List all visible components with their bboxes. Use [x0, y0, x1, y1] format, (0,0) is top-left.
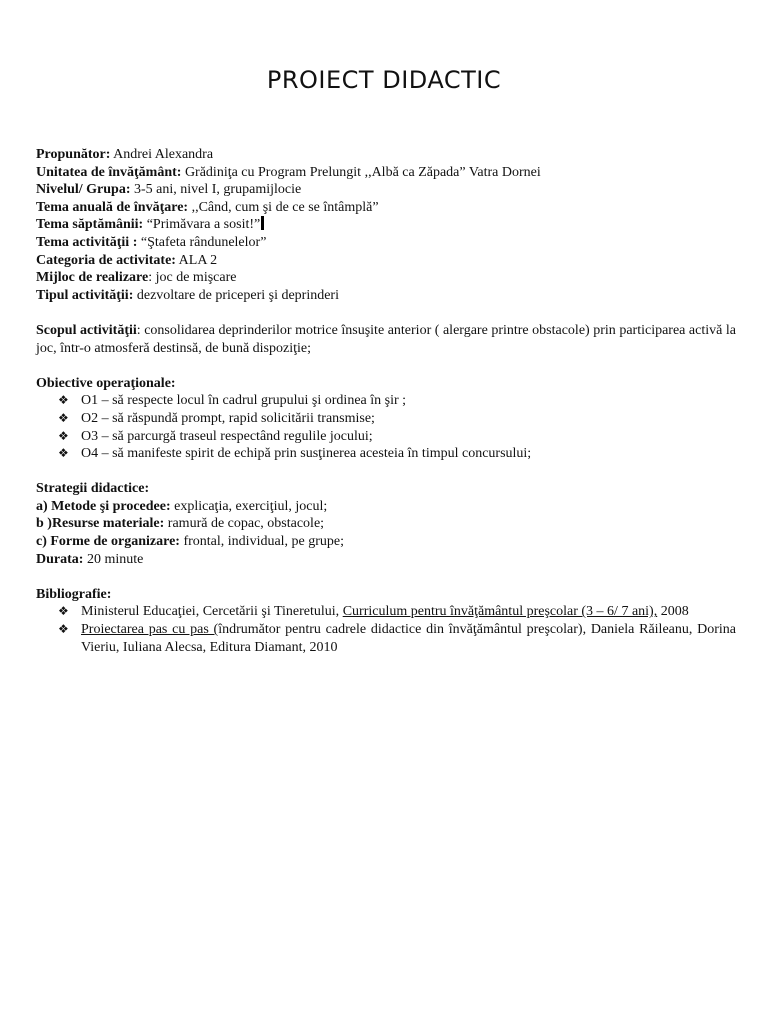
strategies-forms — [36, 533, 736, 551]
field-value: dezvoltare de priceperi şi deprinderi — [133, 287, 339, 303]
duration-value: 20 minute — [83, 551, 144, 567]
diamond-bullet-icon: ❖ — [58, 410, 69, 425]
field-label: Tema activităţii : — [36, 234, 138, 250]
field-propunator — [36, 146, 736, 164]
field-value: : joc de mişcare — [148, 270, 237, 286]
bibliography-heading: Bibliografie: — [36, 586, 112, 602]
field-tema-saptamanii — [36, 216, 736, 234]
list-item — [36, 445, 736, 463]
field-categoria — [36, 252, 736, 270]
field-mijloc — [36, 269, 736, 287]
bib-suffix: 2008 — [657, 604, 689, 620]
duration-label: Durata: — [36, 551, 84, 567]
bib-title: Proiectarea pas cu pas ( — [81, 622, 219, 638]
field-tipul — [36, 287, 736, 305]
list-item — [36, 621, 736, 656]
bib-title: Curriculum pentru învăţământul preşcolar (3 – 6/ 7 ani), — [342, 604, 658, 620]
field-tema-activitatii — [36, 234, 736, 252]
diamond-bullet-icon: ❖ — [58, 622, 69, 637]
methods-value: explicaţia, exerciţiul, jocul; — [170, 498, 328, 514]
list-item — [36, 410, 736, 428]
field-value: “Primăvara a sosit!” — [143, 217, 261, 233]
objectives-heading: Obiective operaţionale: — [36, 375, 176, 391]
diamond-bullet-icon: ❖ — [58, 428, 69, 443]
list-item — [36, 428, 736, 446]
diamond-bullet-icon: ❖ — [58, 604, 69, 619]
diamond-bullet-icon: ❖ — [58, 393, 69, 408]
field-label: Categoria de activitate: — [36, 252, 176, 268]
field-label: Tipul activităţii: — [36, 287, 134, 303]
strategies-heading: Strategii didactice: — [36, 481, 150, 497]
forms-value: frontal, individual, pe grupe; — [179, 534, 345, 550]
scope-label: Scopul activităţii — [36, 322, 137, 338]
field-label: Tema anuală de învăţare: — [36, 199, 189, 215]
field-value: “Ştafeta rândunelelor” — [137, 234, 267, 250]
spacer — [36, 304, 736, 322]
field-value: Andrei Alexandra — [110, 147, 214, 162]
field-label: Nivelul/ Grupa: — [36, 182, 131, 198]
objective-text: O1 – să respecte locul în cadrul grupului şi ordinea în şir ; — [81, 393, 407, 409]
diamond-bullet-icon: ❖ — [58, 446, 69, 461]
list-item — [36, 603, 736, 621]
objective-text: O4 – să manifeste spirit de echipă prin susţinerea acesteia în timpul concursului; — [81, 446, 532, 462]
spacer — [36, 357, 736, 375]
field-label: Propunător: — [36, 147, 111, 162]
scope-paragraph — [36, 322, 736, 357]
field-nivelul — [36, 181, 736, 199]
bib-suffix: îndrumător pentru cadrele didactice din învăţământul preşcolar), Daniela Răileanu, Dorina Vieriu, Iuliana Alecsa, Editura Diamant, 2010 — [81, 622, 736, 655]
strategies-methods — [36, 498, 736, 516]
document-title: PROIECT DIDACTIC — [266, 66, 502, 94]
resources-label: b )Resurse materiale: — [36, 516, 165, 532]
text-cursor — [261, 216, 264, 230]
scope-text: : consolidarea deprinderilor motrice însuşite anterior ( alergare printre obstacole) prin participarea activă la joc, într-o atmosferă destinsă, de bună dispoziţie; — [36, 322, 736, 356]
objectives-list — [36, 392, 736, 462]
spacer — [36, 568, 736, 586]
bibliography-list — [36, 603, 736, 656]
methods-label: a) Metode şi procedee: — [36, 498, 171, 514]
field-value: 3-5 ani, nivel I, grupamijlocie — [130, 182, 302, 198]
field-unitatea — [36, 164, 736, 182]
strategies-resources — [36, 515, 736, 533]
list-item — [36, 392, 736, 410]
field-value: ALA 2 — [175, 252, 218, 268]
field-value: Grădiniţa cu Program Prelungit ,,Albă ca Zăpada” Vatra Dornei — [181, 164, 541, 180]
resources-value: ramură de copac, obstacole; — [164, 516, 325, 532]
objective-text: O3 – să parcurgă traseul respectând regulile jocului; — [81, 428, 373, 444]
document-body — [36, 146, 736, 656]
field-value: ,,Când, cum şi de ce se întâmplă” — [188, 199, 379, 215]
duration — [36, 551, 736, 569]
field-label: Tema săptămânii: — [36, 217, 144, 233]
field-label: Mijloc de realizare — [36, 270, 149, 286]
objective-text: O2 – să răspundă prompt, rapid solicitării transmise; — [81, 410, 375, 426]
field-label: Unitatea de învăţământ: — [36, 164, 182, 180]
field-tema-anuala — [36, 199, 736, 217]
forms-label: c) Forme de organizare: — [36, 534, 180, 550]
spacer — [36, 463, 736, 481]
bib-prefix: Ministerul Educaţiei, Cercetării şi Tineretului, — [81, 604, 343, 620]
